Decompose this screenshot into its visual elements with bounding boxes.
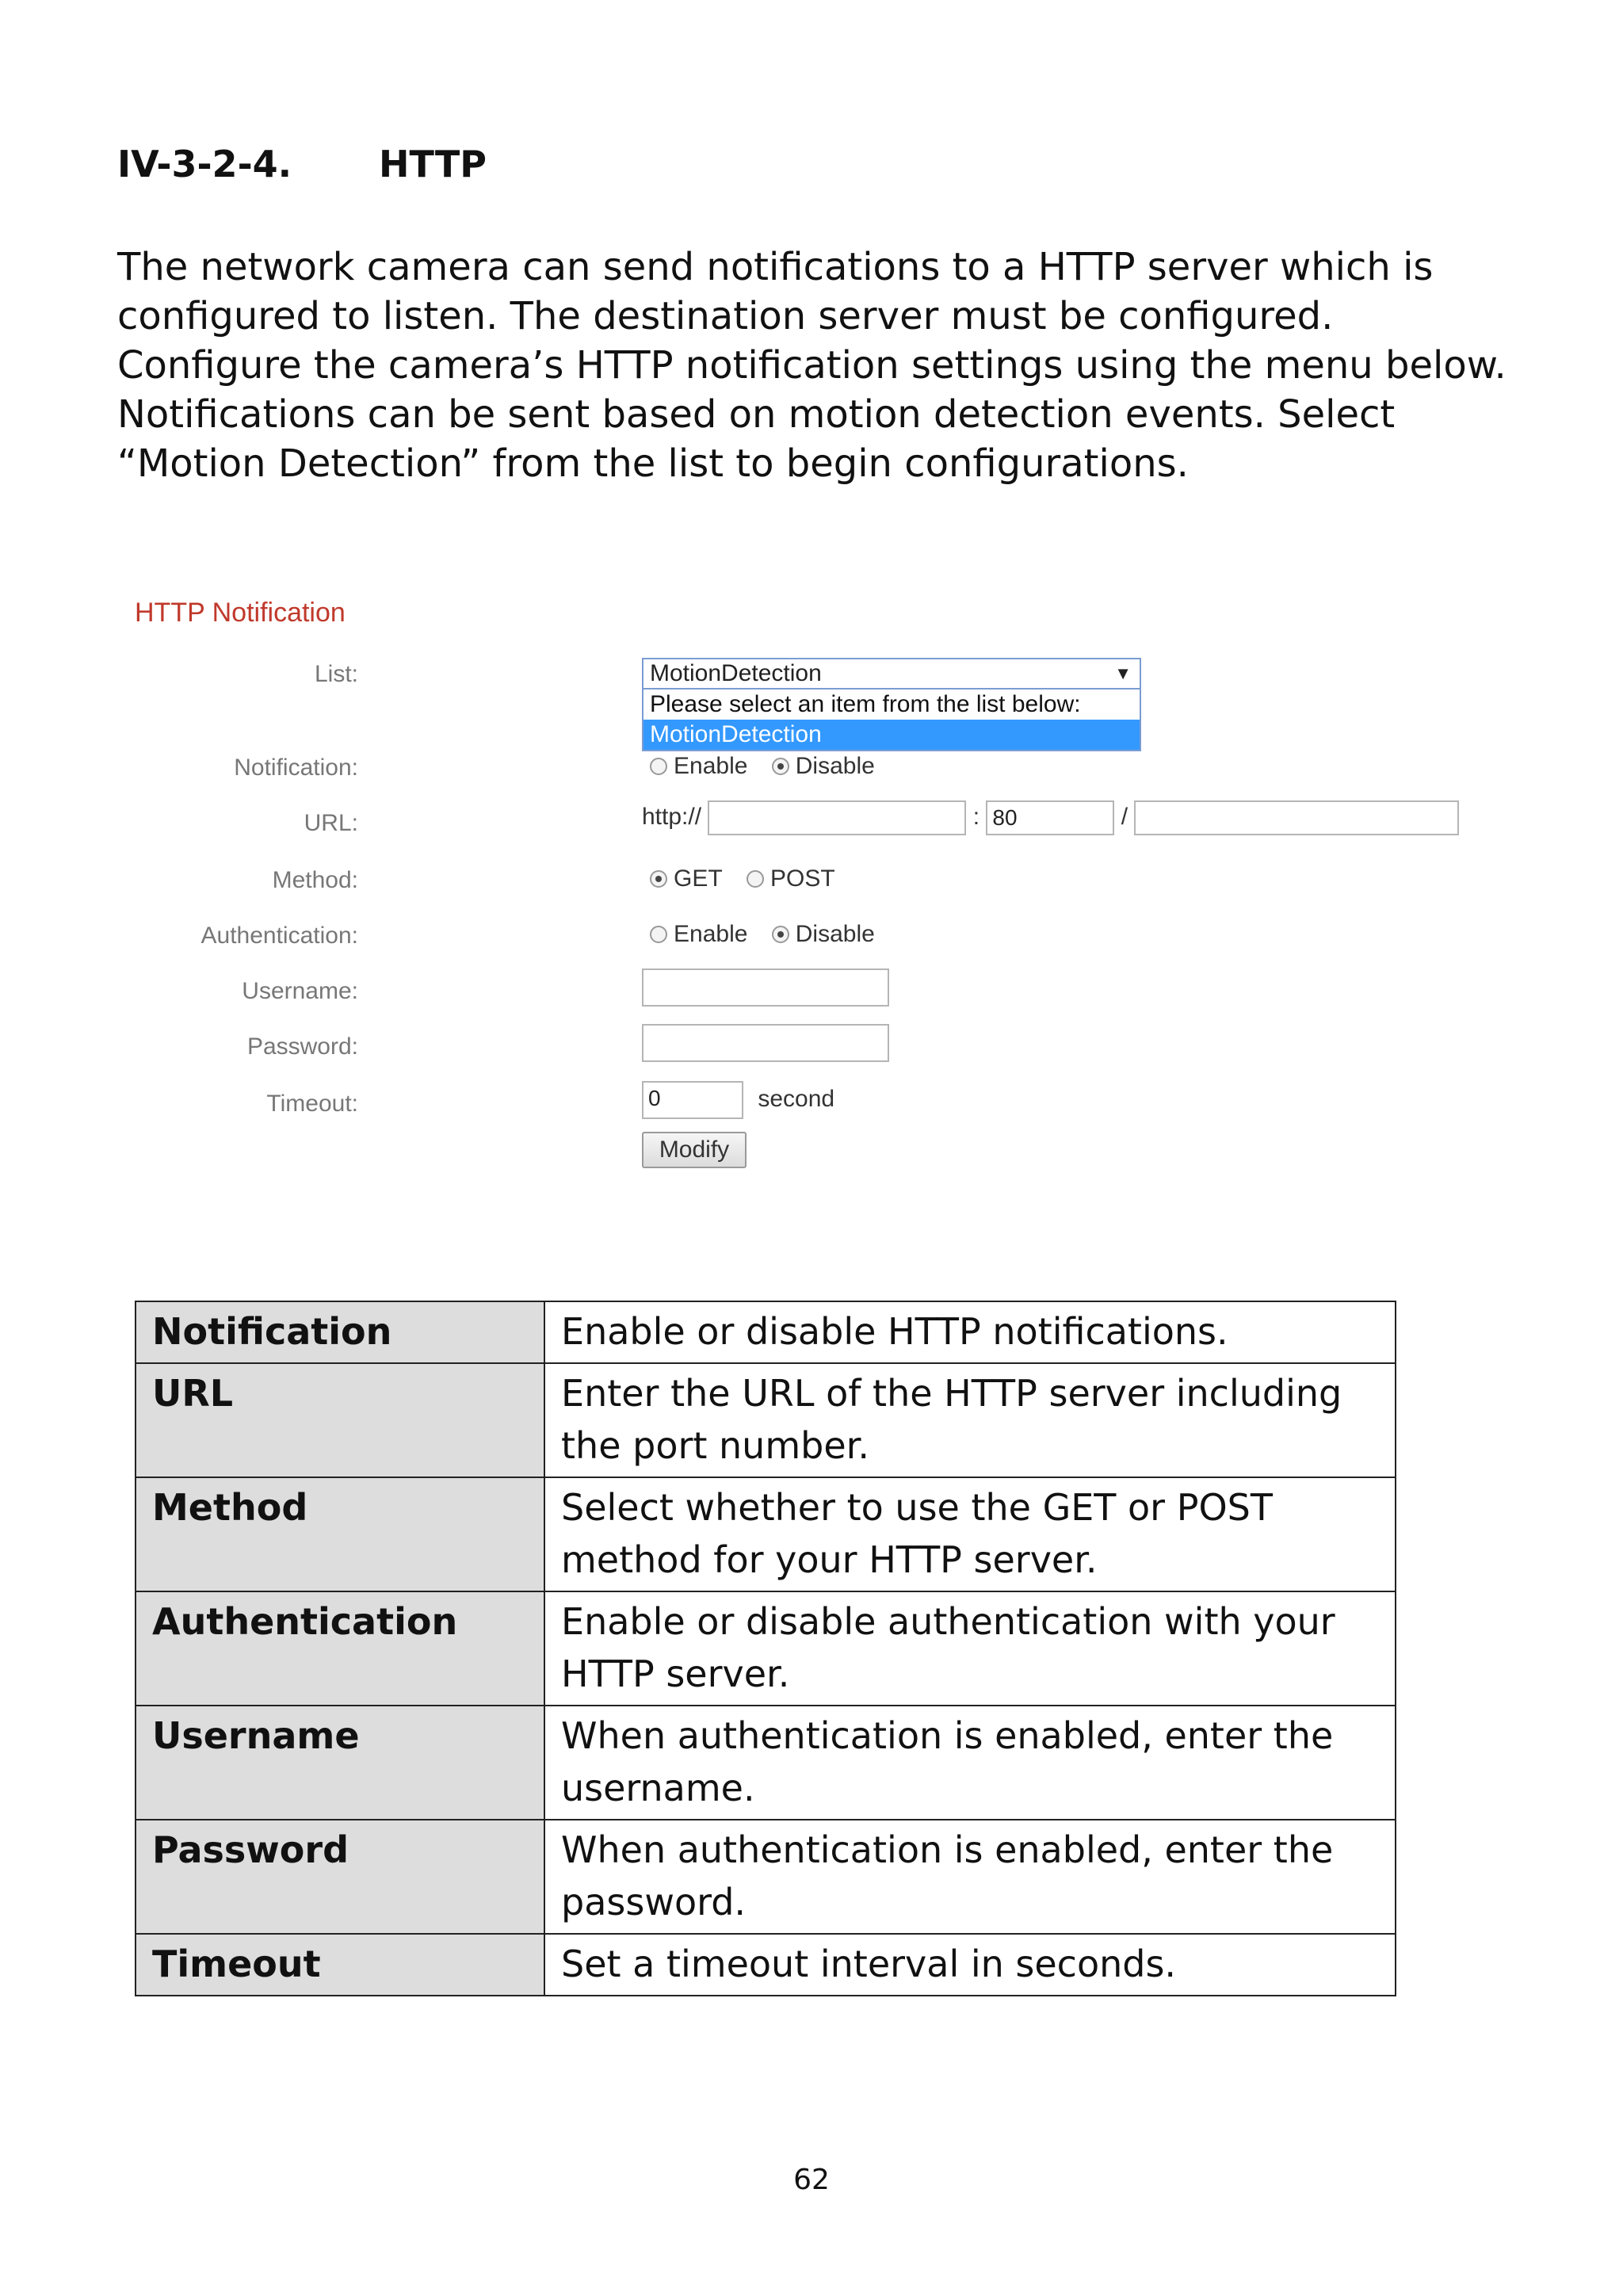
table-key: Timeout [136, 1934, 544, 1996]
list-label: List: [314, 661, 358, 687]
url-controls [642, 800, 1459, 835]
table-value: Set a timeout interval in seconds. [544, 1934, 1396, 1996]
modify-button[interactable]: Modify [642, 1132, 747, 1168]
notification-options [650, 753, 892, 780]
timeout-unit: second [758, 1085, 835, 1112]
list-selected-value: MotionDetection [650, 660, 822, 686]
table-row [136, 1301, 1396, 1363]
authentication-enable-radio[interactable] [650, 926, 667, 943]
table-value: Enable or disable authentication with your HTTP server. [544, 1591, 1396, 1706]
authentication-label: Authentication: [200, 923, 358, 949]
authentication-options [650, 921, 892, 948]
url-path-input[interactable] [1134, 800, 1459, 835]
authentication-disable-text: Disable [795, 921, 875, 947]
table-row [136, 1363, 1396, 1477]
table-value: Select whether to use the GET or POST method for your HTTP server. [544, 1477, 1396, 1591]
table-key: Notification [136, 1301, 544, 1363]
url-slash: / [1121, 803, 1128, 830]
table-row [136, 1934, 1396, 1996]
authentication-enable-text: Enable [674, 921, 748, 947]
page-number: 62 [793, 2164, 830, 2196]
timeout-control [642, 1081, 834, 1119]
table-row [136, 1706, 1396, 1820]
table-key: URL [136, 1363, 544, 1477]
list-select[interactable] [642, 658, 1141, 690]
settings-description-table [135, 1301, 1396, 1996]
list-dropdown [642, 690, 1141, 751]
panel-title: HTTP Notification [135, 598, 346, 628]
table-row [136, 1477, 1396, 1591]
table-key: Password [136, 1820, 544, 1934]
dropdown-arrow-icon: ▼ [1114, 663, 1132, 683]
table-row [136, 1591, 1396, 1706]
notification-disable-option[interactable] [772, 753, 875, 779]
timeout-label: Timeout: [266, 1091, 358, 1117]
list-option[interactable]: Please select an item from the list below: [650, 691, 1081, 717]
list-option-selected[interactable]: MotionDetection [643, 720, 1140, 750]
intro-paragraph: The network camera can send notifications to a HTTP server which is configured to listen. The destination server must be configured. Configure the camera’s HTTP notification settings using the menu below. Notifications can be sent based on motion detection events. Select “Motion Detection” from the list to begin configurations. [117, 245, 1507, 486]
username-input[interactable] [642, 968, 889, 1007]
table-value: Enter the URL of the HTTP server including the port number. [544, 1363, 1396, 1477]
notification-disable-radio[interactable] [772, 758, 789, 775]
url-prefix: http:// [642, 803, 702, 830]
authentication-disable-radio[interactable] [772, 926, 789, 943]
password-label: Password: [246, 1033, 358, 1060]
method-post-text: POST [770, 865, 835, 892]
method-get-radio[interactable] [650, 870, 667, 888]
method-post-option[interactable] [747, 865, 835, 892]
url-host-input[interactable] [708, 800, 966, 835]
section-number: IV-3-2-4. [117, 143, 292, 185]
authentication-enable-option[interactable] [650, 921, 747, 947]
notification-enable-text: Enable [674, 753, 748, 779]
method-options [650, 865, 853, 892]
method-label: Method: [272, 867, 358, 893]
username-label: Username: [242, 978, 358, 1004]
timeout-input[interactable]: 0 [642, 1081, 743, 1119]
table-value: When authentication is enabled, enter the password. [544, 1820, 1396, 1934]
username-control [642, 968, 889, 1007]
notification-label: Notification: [234, 755, 358, 781]
table-row [136, 1820, 1396, 1934]
method-post-radio[interactable] [747, 870, 764, 888]
table-key: Authentication [136, 1591, 544, 1706]
url-port-input[interactable]: 80 [986, 800, 1114, 835]
password-control [642, 1024, 889, 1062]
method-get-option[interactable] [650, 865, 723, 892]
table-value: When authentication is enabled, enter the username. [544, 1706, 1396, 1820]
section-heading [117, 143, 487, 185]
url-colon: : [972, 803, 980, 830]
table-key: Username [136, 1706, 544, 1820]
section-title: HTTP [379, 143, 487, 185]
table-value: Enable or disable HTTP notifications. [544, 1301, 1396, 1363]
notification-enable-radio[interactable] [650, 758, 667, 775]
authentication-disable-option[interactable] [772, 921, 875, 947]
table-key: Method [136, 1477, 544, 1591]
notification-disable-text: Disable [795, 753, 875, 779]
http-notification-panel [127, 586, 1490, 1189]
url-label: URL: [304, 810, 358, 836]
notification-enable-option[interactable] [650, 753, 747, 779]
method-get-text: GET [674, 865, 723, 892]
password-input[interactable] [642, 1024, 889, 1062]
